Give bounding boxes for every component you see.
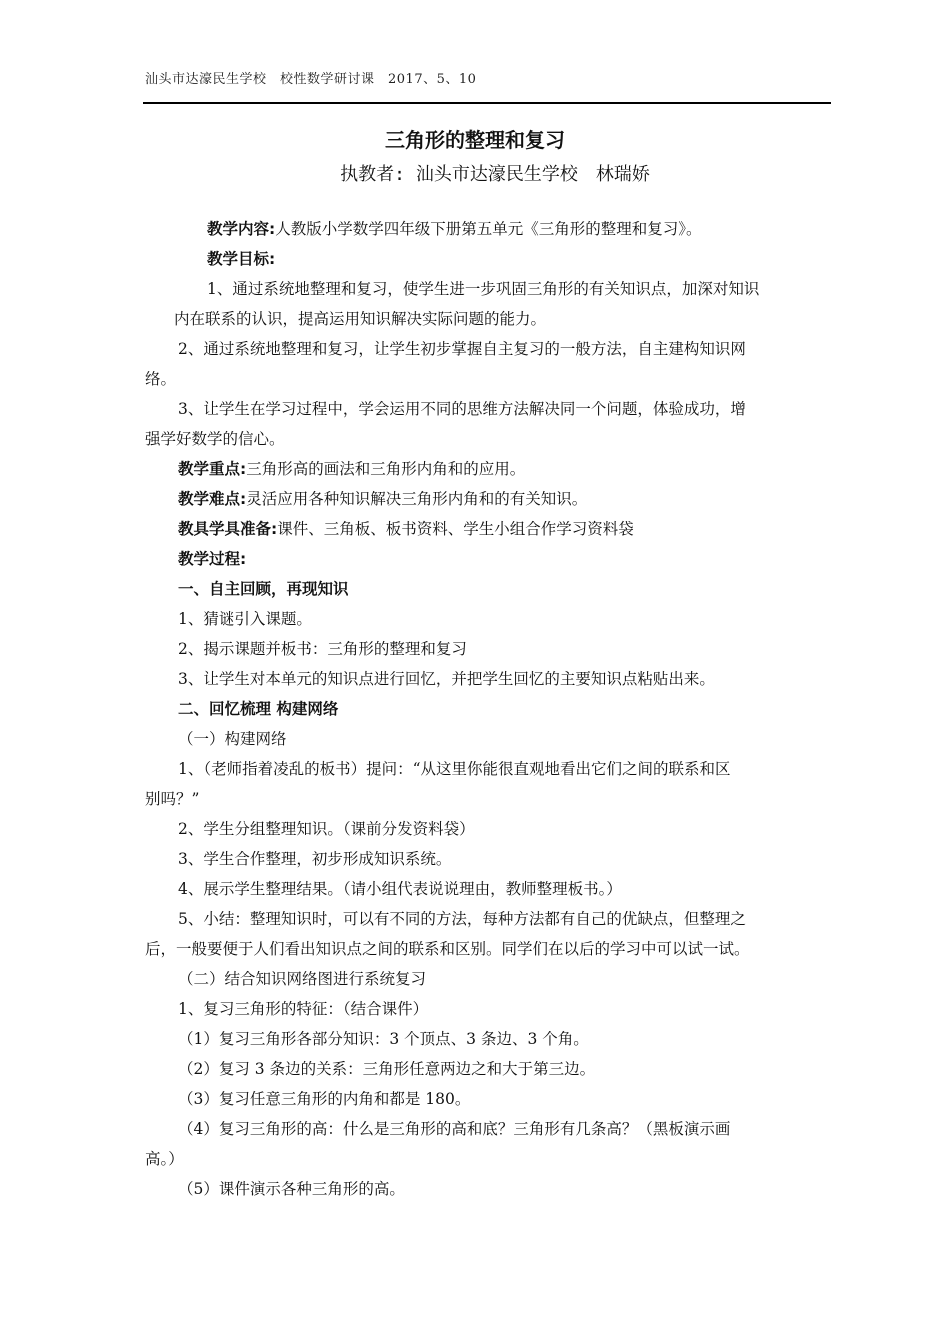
review-title: 1、复习三角形的特征：（结合课件）	[178, 1000, 429, 1018]
review-item-4-line-2: 高。）	[145, 1150, 184, 1168]
section-1-item-1: 1、猜谜引入课题。	[178, 610, 312, 628]
section-1-item-3: 3、让学生对本单元的知识点进行回忆，并把学生回忆的主要知识点粘贴出来。	[178, 670, 715, 688]
tools-label: 教具学具准备:	[178, 520, 278, 538]
section-2-item-1-line-1: 1、（老师指着凌乱的板书）提问：“从这里你能很直观地看出它们之间的联系和区	[178, 760, 731, 778]
review-item-5: （5）课件演示各种三角形的高。	[178, 1180, 405, 1198]
goal-1-line-2: 内在联系的认识，提高运用知识解决实际问题的能力。	[174, 310, 547, 328]
section-2-sub-2: （二）结合知识网络图进行系统复习	[178, 970, 427, 988]
key-point-text: 三角形高的画法和三角形内角和的应用。	[246, 460, 526, 478]
tools	[178, 514, 634, 544]
section-2-item-3: 3、学生合作整理，初步形成知识系统。	[178, 850, 452, 868]
teaching-content	[207, 214, 701, 244]
section-2-title: 二、回忆梳理 构建网络	[178, 700, 339, 718]
goal-2-line-1: 2、通过系统地整理和复习，让学生初步掌握自主复习的一般方法，自主建构知识网	[178, 340, 746, 358]
process-label: 教学过程:	[178, 550, 247, 568]
goal-1-line-1: 1、通过系统地整理和复习，使学生进一步巩固三角形的有关知识点，加深对知识	[207, 280, 760, 298]
teaching-content-text: 人教版小学数学四年级下册第五单元《三角形的整理和复习》。	[275, 220, 702, 238]
section-2-item-2: 2、学生分组整理知识。（课前分发资料袋）	[178, 820, 475, 838]
review-item-4-line-1: （4）复习三角形的高：什么是三角形的高和底？三角形有几条高？（黑板演示画	[178, 1120, 731, 1138]
goal-3-line-1: 3、让学生在学习过程中，学会运用不同的思维方法解决同一个问题，体验成功，增	[178, 400, 746, 418]
difficulty-text: 灵活应用各种知识解决三角形内角和的有关知识。	[246, 490, 588, 508]
section-2-item-5-line-2: 后，一般要便于人们看出知识点之间的联系和区别。同学们在以后的学习中可以试一试。	[145, 940, 750, 958]
key-point	[178, 454, 525, 484]
review-item-3: （3）复习任意三角形的内角和都是 180。	[178, 1090, 471, 1108]
section-2-item-1-line-2: 别吗？”	[145, 790, 200, 808]
goal-3-line-2: 强学好数学的信心。	[145, 430, 285, 448]
difficulty	[178, 484, 587, 514]
difficulty-label: 教学难点:	[178, 490, 247, 508]
key-point-label: 教学重点:	[178, 460, 247, 478]
teaching-content-label: 教学内容:	[207, 220, 276, 238]
review-item-1: （1）复习三角形各部分知识：3 个顶点、3 条边、3 个角。	[178, 1030, 589, 1048]
header-rule	[143, 102, 831, 104]
tools-text: 课件、三角板、板书资料、学生小组合作学习资料袋	[277, 520, 634, 538]
section-2-item-4: 4、展示学生整理结果。（请小组代表说说理由，教师整理板书。）	[178, 880, 622, 898]
document-title: 三角形的整理和复习	[385, 128, 565, 152]
section-2-sub-1: （一）构建网络	[178, 730, 287, 748]
section-1-title: 一、自主回顾，再现知识	[178, 580, 349, 598]
author-line: 执教者: 汕头市达濠民生学校 林瑞娇	[340, 164, 650, 185]
section-1-item-2: 2、揭示课题并板书：三角形的整理和复习	[178, 640, 467, 658]
review-item-2: （2）复习 3 条边的关系：三角形任意两边之和大于第三边。	[178, 1060, 596, 1078]
section-2-item-5-line-1: 5、小结：整理知识时，可以有不同的方法，每种方法都有自己的优缺点，但整理之	[178, 910, 746, 928]
goals-label: 教学目标:	[207, 250, 276, 268]
page-header: 汕头市达濠民生学校 校性数学研讨课 2017、5、10	[145, 72, 477, 87]
goal-2-line-2: 络。	[145, 370, 177, 388]
